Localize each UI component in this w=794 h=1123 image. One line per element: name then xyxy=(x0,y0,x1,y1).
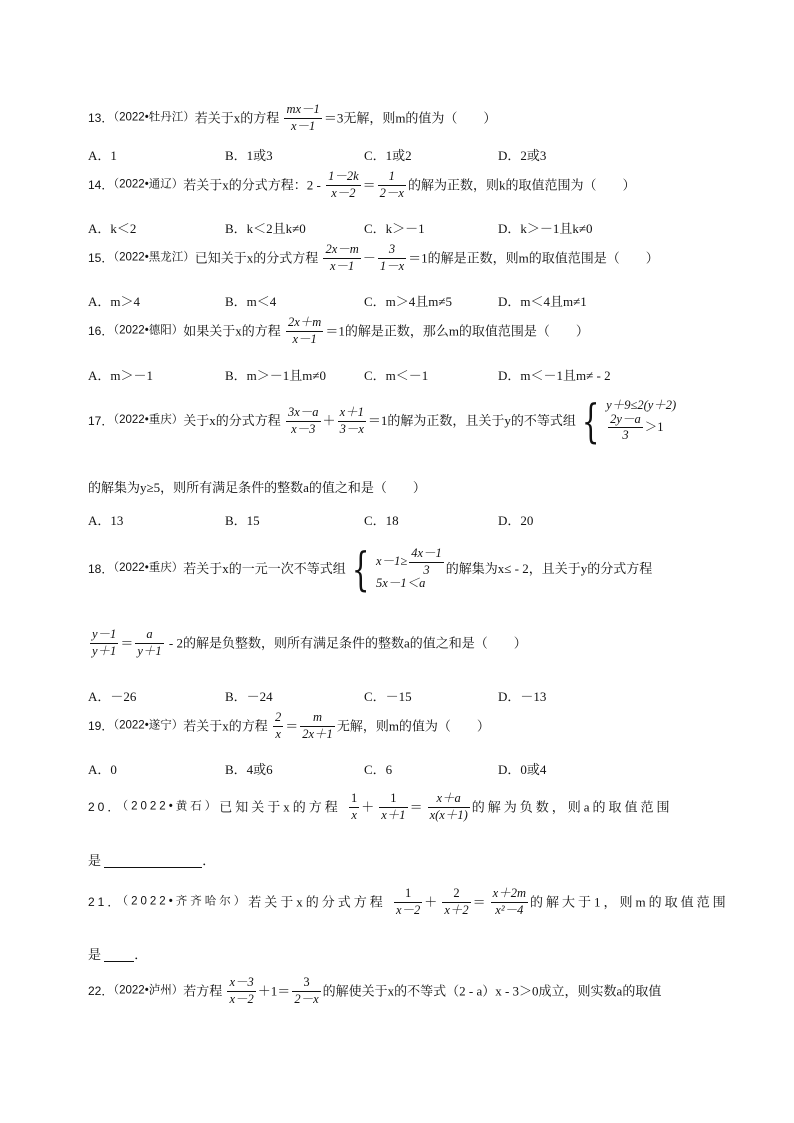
question-text: 的解为正数，则k的取值范围为（ ） xyxy=(407,177,636,193)
question-source: （2022•牡丹江） xyxy=(113,111,195,124)
option-a[interactable]: A．0 xyxy=(88,762,117,777)
fraction: $\frac{x+1}{3-x}$ xyxy=(339,404,364,436)
question-15 xyxy=(88,243,734,274)
question-number: 19． xyxy=(88,719,114,734)
question-number: 14． xyxy=(88,178,114,193)
fraction: $\frac{1}{x+1}$ xyxy=(381,791,406,822)
system-line-2: 5x－1＜a xyxy=(376,576,426,591)
question-source: （2022•黄石） xyxy=(122,800,220,813)
question-18-line-2 xyxy=(88,628,734,659)
question-source: （2022•通辽） xyxy=(113,178,184,191)
fraction: $\frac{2x+m}{x-1}$ xyxy=(287,315,322,346)
question-20 xyxy=(88,792,734,823)
question-text: ＝1的解是正数，则m的取值范围是（ ） xyxy=(408,250,659,266)
question-text: 若关于x的方程 xyxy=(194,110,280,126)
option-b[interactable]: B．－24 xyxy=(225,689,273,704)
question-text: ． xyxy=(202,853,216,869)
system-line-2: $\frac{2y-a}{3}$ ＞1 xyxy=(610,411,664,443)
operator: ＝ xyxy=(409,799,426,815)
operator: － xyxy=(362,250,376,266)
fraction: $\frac{mx-1}{x-1}$ xyxy=(286,102,320,133)
question-text: 若关于x的分式方程 xyxy=(248,894,386,910)
option-d[interactable]: D．－13 xyxy=(498,689,547,704)
system-line-1: x－1≥ $\frac{4x-1}{3}$ xyxy=(376,545,442,577)
fraction: $\frac{3x-a}{x-3}$ xyxy=(287,404,319,436)
question-text: 若关于x的分式方程：2 - xyxy=(183,177,321,193)
question-17-line-2 xyxy=(88,479,734,496)
question-source: （2022•遂宁） xyxy=(113,719,184,732)
operator: ＝ xyxy=(285,718,299,734)
question-text: ＝1的解为正数，且关于y的不等式组 xyxy=(367,413,576,429)
fraction: $\frac{2}{x}$ xyxy=(274,710,282,741)
operator: ＝ xyxy=(472,894,489,910)
fraction: $\frac{2}{x+2}$ xyxy=(444,886,469,917)
inequality-system xyxy=(576,394,677,448)
question-source: （2022•德阳） xyxy=(113,324,184,337)
question-text: 已知关于x的分式方程 xyxy=(194,250,319,266)
operator: ＋1＝ xyxy=(257,983,291,999)
option-b[interactable]: B．m＞－1且m≠0 xyxy=(225,368,327,383)
question-number: 20． xyxy=(88,800,123,815)
question-13 xyxy=(88,103,734,134)
question-text: 若方程 xyxy=(183,983,223,999)
question-source: （2022•重庆） xyxy=(113,562,184,575)
question-16 xyxy=(88,316,734,347)
question-number: 17． xyxy=(88,413,114,428)
question-text: 的解集为y≥5，则所有满足条件的整数a的值之和是（ ） xyxy=(88,480,426,496)
system-line-1: y＋9≤2(y＋2) xyxy=(606,397,677,412)
left-brace: { xyxy=(351,542,370,596)
option-c[interactable]: C．k＞－1 xyxy=(364,221,425,236)
question-text: 的解集为x≤ - 2，且关于y的分式方程 xyxy=(445,561,653,577)
option-c[interactable]: C．－15 xyxy=(364,689,412,704)
option-b[interactable]: B．m＜4 xyxy=(225,294,277,309)
fraction: $\frac{m}{2x+1}$ xyxy=(302,710,333,741)
question-text: ＝1的解是正数，那么m的取值范围是（ ） xyxy=(325,323,589,339)
fraction: $\frac{x+2m}{\text{x²－4}}$ xyxy=(492,886,526,917)
inequality-system xyxy=(346,542,446,596)
question-22 xyxy=(88,976,734,1007)
answer-blank[interactable] xyxy=(104,855,202,868)
answer-blank[interactable] xyxy=(104,949,134,962)
question-text: ． xyxy=(134,947,148,963)
question-18 xyxy=(88,542,734,596)
option-d[interactable]: D．0或4 xyxy=(498,762,547,777)
fraction: $\frac{2x-m}{x-1}$ xyxy=(325,242,359,273)
question-text: 的解使关于x的不等式（2 - a）x - 3＞0成立，则实数a的取值 xyxy=(322,983,662,999)
option-d[interactable]: D．2或3 xyxy=(498,148,547,163)
option-c[interactable]: C．m＜－1 xyxy=(364,368,429,383)
fraction: $\frac{1}{x}$ xyxy=(350,791,358,822)
question-source: （2022•泸州） xyxy=(113,984,184,997)
question-text: - 2的解是负整数，则所有满足条件的整数a的值之和是（ ） xyxy=(165,635,527,651)
question-source: （2022•重庆） xyxy=(113,414,184,427)
question-21 xyxy=(88,887,734,918)
question-text: 已知关于x的方程 xyxy=(219,799,341,815)
fraction: $\frac{y-1}{y+1}$ xyxy=(92,627,117,658)
fraction: $\frac{x+a}{x(x+1)}$ xyxy=(429,791,468,822)
operator: ＋ xyxy=(361,799,378,815)
question-19 xyxy=(88,711,734,742)
question-text: 如果关于x的方程 xyxy=(183,323,281,339)
option-b[interactable]: B．1或3 xyxy=(225,148,273,163)
question-21-line-2 xyxy=(88,946,734,963)
question-number: 22． xyxy=(88,984,114,999)
fraction: $\frac{1-2k}{x-2}$ xyxy=(328,169,359,200)
option-a[interactable]: A．k＜2 xyxy=(88,221,137,236)
question-number: 21． xyxy=(88,895,123,910)
option-b[interactable]: B．15 xyxy=(225,513,260,528)
fraction: $\frac{3}{1-x}$ xyxy=(379,242,405,273)
question-text: 无解，则m的值为（ ） xyxy=(336,718,490,734)
question-20-line-2 xyxy=(88,852,734,869)
question-number: 13． xyxy=(88,111,114,126)
option-a[interactable]: A．m＞－1 xyxy=(88,368,154,383)
left-brace: { xyxy=(581,394,600,448)
option-d[interactable]: D．k＞－1且k≠0 xyxy=(498,221,593,236)
operator: ＝ xyxy=(362,177,376,193)
fraction: $\frac{1}{x-2}$ xyxy=(395,886,421,917)
operator: ＋ xyxy=(322,413,336,429)
question-14 xyxy=(88,170,734,201)
operator: ＋ xyxy=(424,894,441,910)
question-source: （2022•齐齐哈尔） xyxy=(122,895,249,908)
option-c[interactable]: C．1或2 xyxy=(364,148,412,163)
question-17 xyxy=(88,394,734,448)
option-a[interactable]: A．m＞4 xyxy=(88,294,141,309)
question-text: 关于x的分式方程 xyxy=(183,413,281,429)
question-text: 若关于x的方程 xyxy=(183,718,268,734)
option-c[interactable]: C．m＞4且m≠5 xyxy=(364,294,453,309)
question-text: 是 xyxy=(88,853,102,869)
option-b[interactable]: B．k＜2且k≠0 xyxy=(225,221,306,236)
option-d[interactable]: D．m＜－1且m≠ - 2 xyxy=(498,368,611,383)
fraction: $\frac{1}{2-x}$ xyxy=(379,169,404,200)
question-text: 是 xyxy=(88,947,102,963)
option-c[interactable]: C．6 xyxy=(364,762,393,777)
question-text: ＝3无解，则m的值为（ ） xyxy=(323,110,497,126)
option-a[interactable]: A．－26 xyxy=(88,689,137,704)
option-d[interactable]: D．m＜4且m≠1 xyxy=(498,294,587,309)
question-number: 16． xyxy=(88,324,114,339)
option-d[interactable]: D．20 xyxy=(498,513,534,528)
question-number: 15． xyxy=(88,251,114,266)
option-a[interactable]: A．13 xyxy=(88,513,124,528)
fraction: $\frac{3}{2-x}$ xyxy=(294,975,319,1006)
option-b[interactable]: B．4或6 xyxy=(225,762,273,777)
question-number: 18． xyxy=(88,561,114,576)
question-text: 若关于x的一元一次不等式组 xyxy=(183,561,346,577)
question-text: 的解大于1，则m的取值范围 xyxy=(529,894,729,910)
fraction: $\frac{a}{y+1}$ xyxy=(137,627,162,658)
option-a[interactable]: A．1 xyxy=(88,148,117,163)
question-text: 的解为负数，则a的取值范围 xyxy=(471,799,673,815)
question-source: （2022•黑龙江） xyxy=(113,251,195,264)
option-c[interactable]: C．18 xyxy=(364,513,399,528)
fraction: $\frac{x-3}{x-2}$ xyxy=(229,975,254,1006)
operator: ＝ xyxy=(120,635,134,651)
